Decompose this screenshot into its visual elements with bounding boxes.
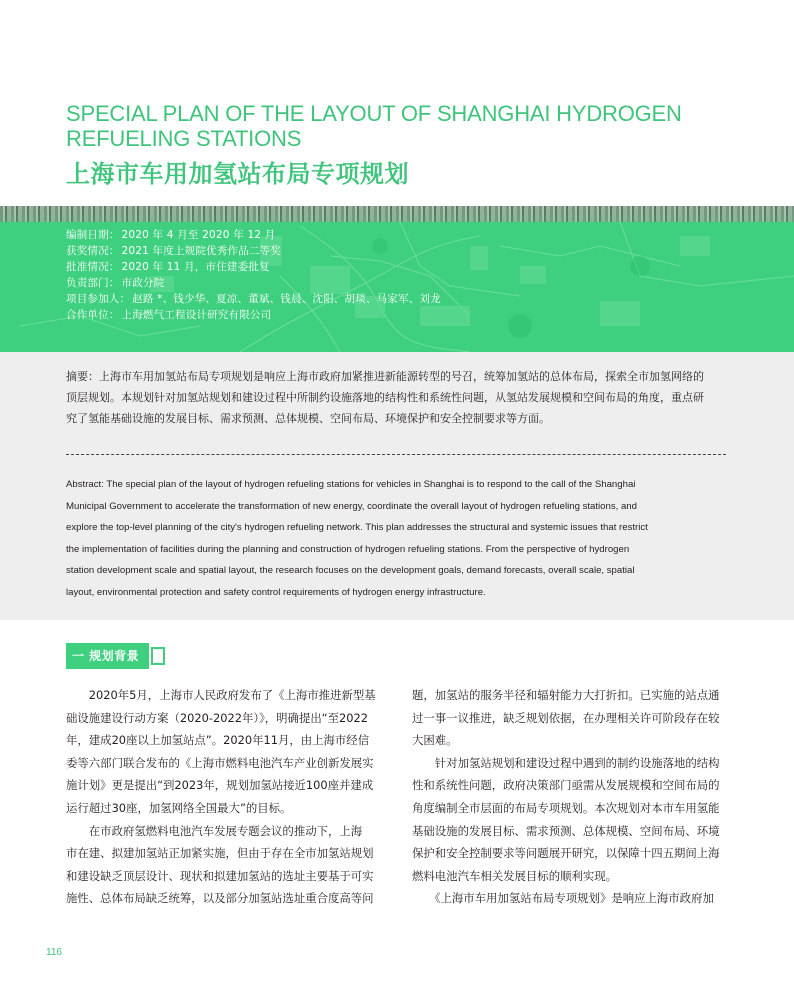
meta-label: 负责部门： [66,277,120,289]
meta-label: 编制日期： [66,229,120,241]
body-line: 和建设缺乏顶层设计、现状和拟建加氢站的选址主要基于可实 [66,868,374,883]
body-line: 保护和安全控制要求等问题展开研究，以保障十四五期间上海 [412,846,720,861]
abstract-en-line: explore the top-level planning of the city's hydrogen refueling network. This plan addresses the structural and systemic issues that restrict [66,522,648,533]
meta-label: 合作单位： [66,309,120,321]
meta-value: 2020 年 11 月，市住建委批复 [121,261,270,273]
meta-row-date [66,227,443,243]
meta-value: 上海燃气工程设计研究有限公司 [121,309,272,321]
meta-row-approval [66,259,443,275]
meta-value: 赵路 *、钱少华、夏凉、董斌、钱晨、沈阳、胡琰、马家军、刘龙 [132,293,441,305]
abstract-divider [66,454,726,455]
body-line: 市在建、拟建加氢站正加紧实施，但由于存在全市加氢站规划 [66,846,374,861]
section-title: 一 规划背景 [66,643,149,669]
body-column-left [66,684,386,910]
abstract-cn-line: 摘要：上海市车用加氢站布局专项规划是响应上海市政府加紧推进新能源转型的号召，统筹加氢站的总体布局，探索全市加氢网络的 [66,370,704,383]
title-english: SPECIAL PLAN OF THE LAYOUT OF SHANGHAI HYDROGEN REFUELING STATIONS [66,101,682,151]
abstract-chinese [66,366,732,429]
abstract-en-line: station development scale and spatial layout, the research focuses on the development goals, demand forecasts, overall scale, spatial [66,565,635,576]
body-line: 题，加氢站的服务半径和辐射能力大打折扣。已实施的站点通 [412,688,720,702]
body-line: 础设施建设行动方案（2020-2022年）》，明确提出“至2022 [66,710,368,725]
body-line: 角度编制全市层面的布局专项规划。本次规划对本市车用氢能 [412,800,720,815]
body-line: 施计划》更是提出“到2023年，规划加氢站接近100座并建成 [66,778,374,793]
abstract-en-line: layout, environmental protection and safety control requirements of hydrogen energy infrastructure. [66,586,486,598]
body-line: 性和系统性问题，政府决策部门亟需从发展规模和空间布局的 [412,778,720,793]
body-column-right [412,684,732,910]
meta-label: 批准情况： [66,261,120,273]
body-line: 运行超过30座，加氢网络全国最大”的目标。 [66,800,292,815]
bracket-icon [153,647,165,665]
abstract-en-line: the implementation of facilities during the planning and construction of hydrogen refueling stations. From the perspective of hydrogen [66,543,630,555]
meta-row-department [66,275,443,291]
meta-row-award [66,243,443,259]
abstract-english [66,474,732,603]
body-line: 基础设施的发展目标、需求预测、总体规模、空间布局、环境 [412,823,720,838]
project-metadata [66,227,443,323]
hero-banner [0,206,794,352]
page-number: 116 [46,947,62,958]
body-line: 《上海市车用加氢站布局专项规划》是响应上海市政府加 [412,891,714,906]
section-heading [66,643,165,669]
meta-value: 2021 年度上规院优秀作品二等奖 [121,245,281,257]
body-line: 施性、总体布局缺乏统筹，以及部分加氢站选址重合度高等问 [66,891,374,906]
abstract-cn-line: 究了氢能基础设施的发展目标、需求预测、总体规模、空间布局、环境保护和安全控制要求等方面。 [66,412,550,425]
body-line: 大困难。 [412,733,458,748]
meta-row-participants [66,291,443,307]
abstract-cn-line: 顶层规划。本规划针对加氢站规划和建设过程中所制约设施落地的结构性和系统性问题，从氢站发展规模和空间布局的角度，重点研 [66,391,704,404]
body-line: 过一事一议推进，缺乏规划依据，在办理相关许可阶段存在较 [412,710,720,725]
meta-label: 项目参加人： [66,293,131,305]
title-chinese: 上海市车用加氢站布局专项规划 [66,160,409,188]
meta-value: 2020 年 4 月至 2020 年 12 月 [121,229,276,241]
body-line: 2020年5月，上海市人民政府发布了《上海市推进新型基 [66,688,376,702]
body-line: 委等六部门联合发布的《上海市燃料电池汽车产业创新发展实 [66,755,374,770]
body-line: 针对加氢站规划和建设过程中遇到的制约设施落地的结构 [412,755,720,770]
meta-value: 市政分院 [121,277,165,289]
abstract-en-line: Abstract: The special plan of the layout of hydrogen refueling stations for vehicles in Shanghai is to respond to the call of the Shanghai [66,479,636,490]
body-line: 在市政府氢燃料电池汽车发展专题会议的推动下，上海 [66,823,363,838]
meta-row-partner [66,307,443,323]
abstract-en-line: Municipal Government to accelerate the transformation of new energy, coordinate the overall layout of hydrogen refueling stations, and [66,500,637,512]
meta-label: 获奖情况： [66,245,120,257]
body-line: 燃料电池汽车相关发展目标的顺利实现。 [412,868,618,883]
body-line: 年，建成20座以上加氢站点”。2020年11月，由上海市经信 [66,733,370,748]
